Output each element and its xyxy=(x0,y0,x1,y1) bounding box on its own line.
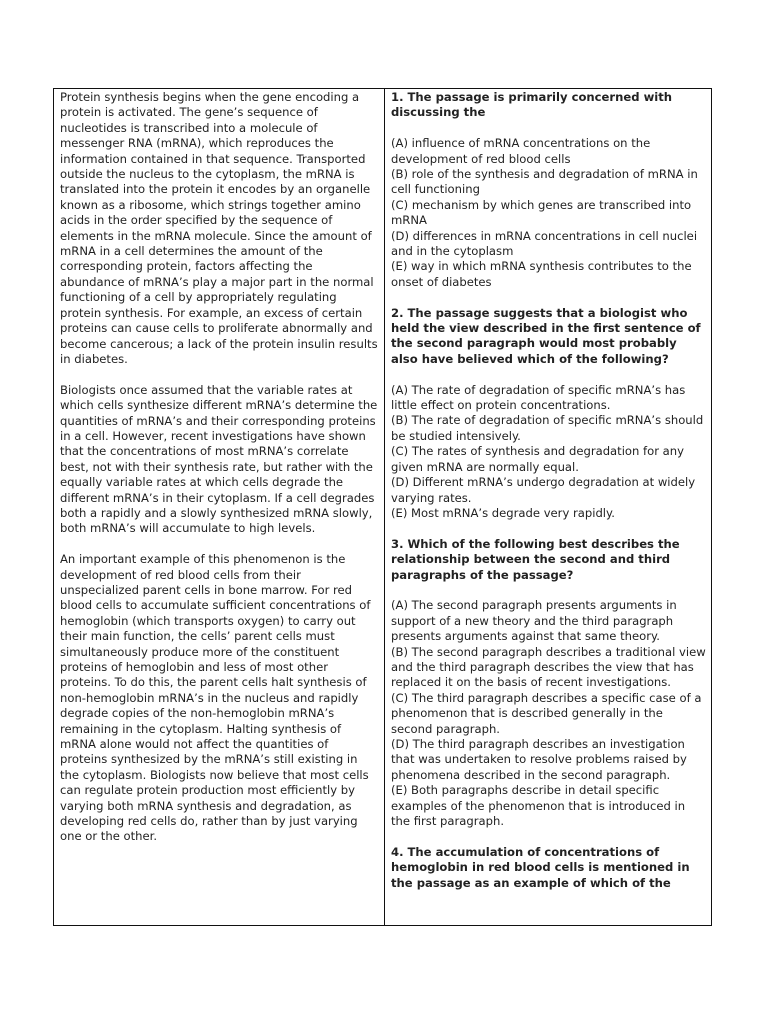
question-3-option-d: (D) The third paragraph describes an investigation that was undertaken to resolve problems raised by phenomena described in the second paragraph. xyxy=(391,736,687,782)
question-2 xyxy=(391,306,707,522)
question-3-option-e: (E) Both paragraphs describe in detail specific examples of the phenomenon that is introduced in the first paragraph. xyxy=(391,783,686,829)
question-1-option-c: (C) mechanism by which genes are transcribed into mRNA xyxy=(391,197,692,228)
passage-column xyxy=(54,89,385,925)
question-3-option-a: (A) The second paragraph presents arguments in support of a new theory and the third paragraph presents arguments against that same theory. xyxy=(391,598,677,644)
questions-column xyxy=(385,89,711,925)
question-4-title: 4. The accumulation of concentrations of hemoglobin in red blood cells is mentioned in the passage as an example of which of the xyxy=(391,844,690,890)
question-3-option-b: (B) The second paragraph describes a traditional view and the third paragraph describes the view that has replaced it on the basis of recent investigations. xyxy=(391,644,706,690)
question-2-option-d: (D) Different mRNA’s undergo degradation at widely varying rates. xyxy=(391,475,696,505)
question-1-option-d: (D) differences in mRNA concentrations in cell nuclei and in the cytoplasm xyxy=(391,228,698,259)
question-1-option-a: (A) influence of mRNA concentrations on the development of red blood cells xyxy=(391,136,651,166)
question-1-option-e: (E) way in which mRNA synthesis contributes to the onset of diabetes xyxy=(391,259,692,289)
passage-paragraph-2: Biologists once assumed that the variable rates at which cells synthesize different mRNA’s determine the quantities of mRNA’s and their corresponding proteins in a cell. However, recent investigations have shown that the concentrations of most mRNA’s correlate best, not with their synthesis rate, but rather with the equally variable rates at which cells degrade the different mRNA’s in their cytoplasm. If a cell degrades both a rapidly and a slowly synthesized mRNA slowly, both mRNA’s will accumulate to high levels. xyxy=(60,382,378,536)
question-2-option-e: (E) Most mRNA’s degrade very rapidly. xyxy=(391,505,615,520)
question-1-option-b: (B) role of the synthesis and degradation of mRNA in cell functioning xyxy=(391,167,698,197)
question-1-title: 1. The passage is primarily concerned with discussing the xyxy=(391,90,673,120)
question-2-option-b: (B) The rate of degradation of specific mRNA’s should be studied intensively. xyxy=(391,413,704,443)
question-4 xyxy=(391,845,707,891)
question-2-title: 2. The passage suggests that a biologist who held the view described in the first sentence of the second paragraph would most probably also have believed which of the following? xyxy=(391,305,701,366)
passage-paragraph-3: An important example of this phenomenon is the development of red blood cells from their unspecialized parent cells in bone marrow. For red blood cells to accumulate sufficient concentrations of hemoglobin (which transports oxygen) to carry out their main function, the cells’ parent cells must simultaneously produce more of the constituent proteins of hemoglobin and less of most other proteins. To do this, the parent cells halt synthesis of non-hemoglobin mRNA’s in the nucleus and rapidly degrade copies of the non-hemoglobin mRNA’s remaining in the cytoplasm. Halting synthesis of mRNA alone would not affect the quantities of proteins synthesized by the mRNA’s still existing in the cytoplasm. Biologists now believe that most cells can regulate protein production most efficiently by varying both mRNA synthesis and degradation, as developing red cells do, rather than by just varying one or the other. xyxy=(60,552,371,844)
question-3-option-c: (C) The third paragraph describes a specific case of a phenomenon that is described generally in the second paragraph. xyxy=(391,690,702,736)
passage-paragraph-1: Protein synthesis begins when the gene encoding a protein is activated. The gene’s sequence of nucleotides is transcribed into a molecule of messenger RNA (mRNA), which reproduces the information contained in that sequence. Transported outside the nucleus to the cytoplasm, the mRNA is translated into the protein it encodes by an organelle known as a ribosome, which strings together amino acids in the order specified by the sequence of elements in the mRNA molecule. Since the amount of mRNA in a cell determines the amount of the corresponding protein, factors affecting the abundance of mRNA’s play a major part in the normal functioning of a cell by appropriately regulating protein synthesis. For example, an excess of certain proteins can cause cells to proliferate abnormally and become cancerous; a lack of the protein insulin results in diabetes. xyxy=(60,90,378,366)
question-1 xyxy=(391,90,707,290)
passage-table xyxy=(53,88,712,926)
question-2-option-a: (A) The rate of degradation of specific mRNA’s has little effect on protein concentrations. xyxy=(391,382,686,413)
question-3 xyxy=(391,537,707,830)
question-3-title: 3. Which of the following best describes the relationship between the second and third paragraphs of the passage? xyxy=(391,536,680,582)
question-2-option-c: (C) The rates of synthesis and degradation for any given mRNA are normally equal. xyxy=(391,444,684,474)
